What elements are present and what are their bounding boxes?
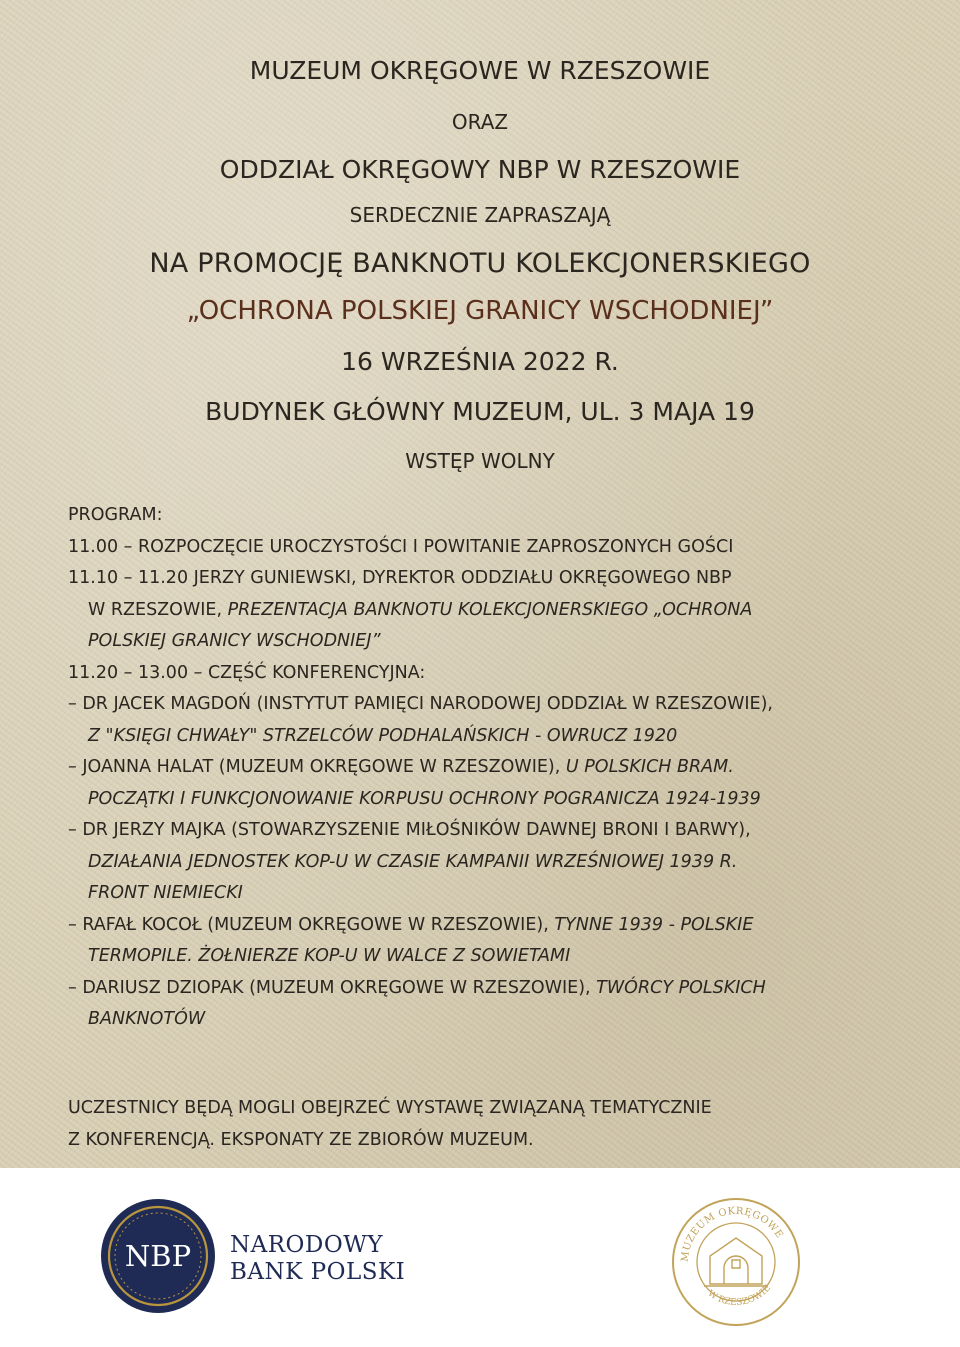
- event-date: 16 WRZEŚNIA 2022 R.: [341, 347, 619, 376]
- program-item-presentation: 11.10 – 11.20 JERZY GUNIEWSKI, DYREKTOR ODDZIAŁU OKRĘGOWEGO NBP: [68, 568, 732, 588]
- talk-5-speaker: [68, 973, 948, 1005]
- talk-1-speaker: – DR JACEK MAGDOŃ (INSTYTUT PAMIĘCI NARODOWEJ ODDZIAŁ W RZESZOWIE),: [68, 694, 773, 714]
- museum-seal-icon: [668, 1194, 804, 1330]
- talk-4-speaker: [68, 910, 948, 942]
- invite-phrase: SERDECZNIE ZAPRASZAJĄ: [349, 203, 611, 227]
- nbp-badge-text: NBP: [124, 1239, 192, 1273]
- talk-3-title-end: FRONT NIEMIECKI: [88, 883, 243, 903]
- presentation-title: PREZENTACJA BANKNOTU KOLEKCJONERSKIEGO „OCHRONA: [227, 599, 753, 620]
- exhibition-note: [68, 1092, 928, 1156]
- talk-3-title: [68, 847, 948, 879]
- talk-2-title: [68, 784, 948, 816]
- program-section: [68, 500, 948, 1036]
- talk-1-title: [68, 721, 948, 753]
- event-title: NA PROMOCJĘ BANKNOTU KOLEKCJONERSKIEGO: [149, 248, 811, 279]
- museum-seal-ring-top: MUZEUM OKRĘGOWE: [679, 1205, 785, 1263]
- talk-1-title-text: Z "KSIĘGI CHWAŁY" STRZELCÓW PODHALAŃSKICH - OWRUCZ 1920: [88, 725, 678, 746]
- program-item-presentation-cont: [68, 595, 948, 627]
- organizer-nbp: ODDZIAŁ OKRĘGOWY NBP W RZESZOWIE: [219, 155, 741, 184]
- museum-building-icon: [704, 1238, 768, 1286]
- nbp-name: [230, 1232, 405, 1286]
- event-location: BUDYNEK GŁÓWNY MUZEUM, UL. 3 MAJA 19: [205, 397, 755, 426]
- talk-4-title: [68, 941, 948, 973]
- nbp-name-line-1: NARODOWY: [230, 1232, 384, 1258]
- talk-3-title-cont: [68, 878, 948, 910]
- program-item-presentation-cont2: [68, 626, 948, 658]
- exhibition-note-line-1: UCZESTNICY BĘDĄ MOGLI OBEJRZEĆ WYSTAWĘ ZWIĄZANĄ TEMATYCZNIE: [68, 1098, 712, 1118]
- talk-3-speaker: – DR JERZY MAJKA (STOWARZYSZENIE MIŁOŚNIKÓW DAWNEJ BRONI I BARWY),: [68, 820, 751, 840]
- program-heading: PROGRAM:: [68, 505, 163, 525]
- talk-4-title-start: TYNNE 1939 - POLSKIE: [554, 914, 754, 935]
- admission-note: WSTĘP WOLNY: [405, 449, 555, 473]
- talk-3-title-text: DZIAŁANIA JEDNOSTEK KOP-U W CZASIE KAMPANII WRZEŚNIOWEJ 1939 R.: [88, 851, 738, 872]
- conjunction: ORAZ: [451, 110, 509, 134]
- presentation-title-end: POLSKIEJ GRANICY WSCHODNIEJ”: [88, 631, 381, 651]
- talk-5-title-start: TWÓRCY POLSKICH: [596, 977, 766, 998]
- banknote-name: „OCHRONA POLSKIEJ GRANICY WSCHODNIEJ”: [186, 296, 774, 326]
- nbp-logo-icon: [100, 1198, 216, 1314]
- museum-seal-ring-bottom: W RZESZOWIE: [705, 1283, 773, 1308]
- presentation-venue: W RZESZOWIE,: [88, 599, 228, 620]
- talk-2-speaker-text: – JOANNA HALAT (MUZEUM OKRĘGOWE W RZESZOWIE),: [68, 757, 566, 777]
- organizer-museum: MUZEUM OKRĘGOWE W RZESZOWIE: [249, 56, 711, 85]
- talk-2-title-start: U POLSKICH BRAM.: [565, 757, 734, 777]
- talk-2-title-text: POCZĄTKI I FUNKCJONOWANIE KORPUSU OCHRONY POGRANICZA 1924-1939: [88, 788, 761, 809]
- talk-5-title: [68, 1004, 948, 1036]
- program-item-conference: 11.20 – 13.00 – CZĘŚĆ KONFERENCYJNA:: [68, 662, 426, 683]
- talk-5-speaker-text: – DARIUSZ DZIOPAK (MUZEUM OKRĘGOWE W RZESZOWIE),: [68, 977, 597, 998]
- exhibition-note-line-2: Z KONFERENCJĄ. EKSPONATY ZE ZBIORÓW MUZEUM.: [68, 1130, 534, 1150]
- nbp-name-line-2: BANK POLSKI: [230, 1259, 406, 1285]
- talk-4-speaker-text: – RAFAŁ KOCOŁ (MUZEUM OKRĘGOWE W RZESZOWIE),: [68, 914, 555, 935]
- talk-5-title-text: BANKNOTÓW: [88, 1009, 206, 1029]
- program-item-opening: 11.00 – ROZPOCZĘCIE UROCZYSTOŚCI I POWITANIE ZAPROSZONYCH GOŚCI: [68, 536, 734, 557]
- talk-4-title-text: TERMOPILE. ŻOŁNIERZE KOP-U W WALCE Z SOWIETAMI: [88, 946, 571, 966]
- talk-2-speaker: [68, 752, 948, 784]
